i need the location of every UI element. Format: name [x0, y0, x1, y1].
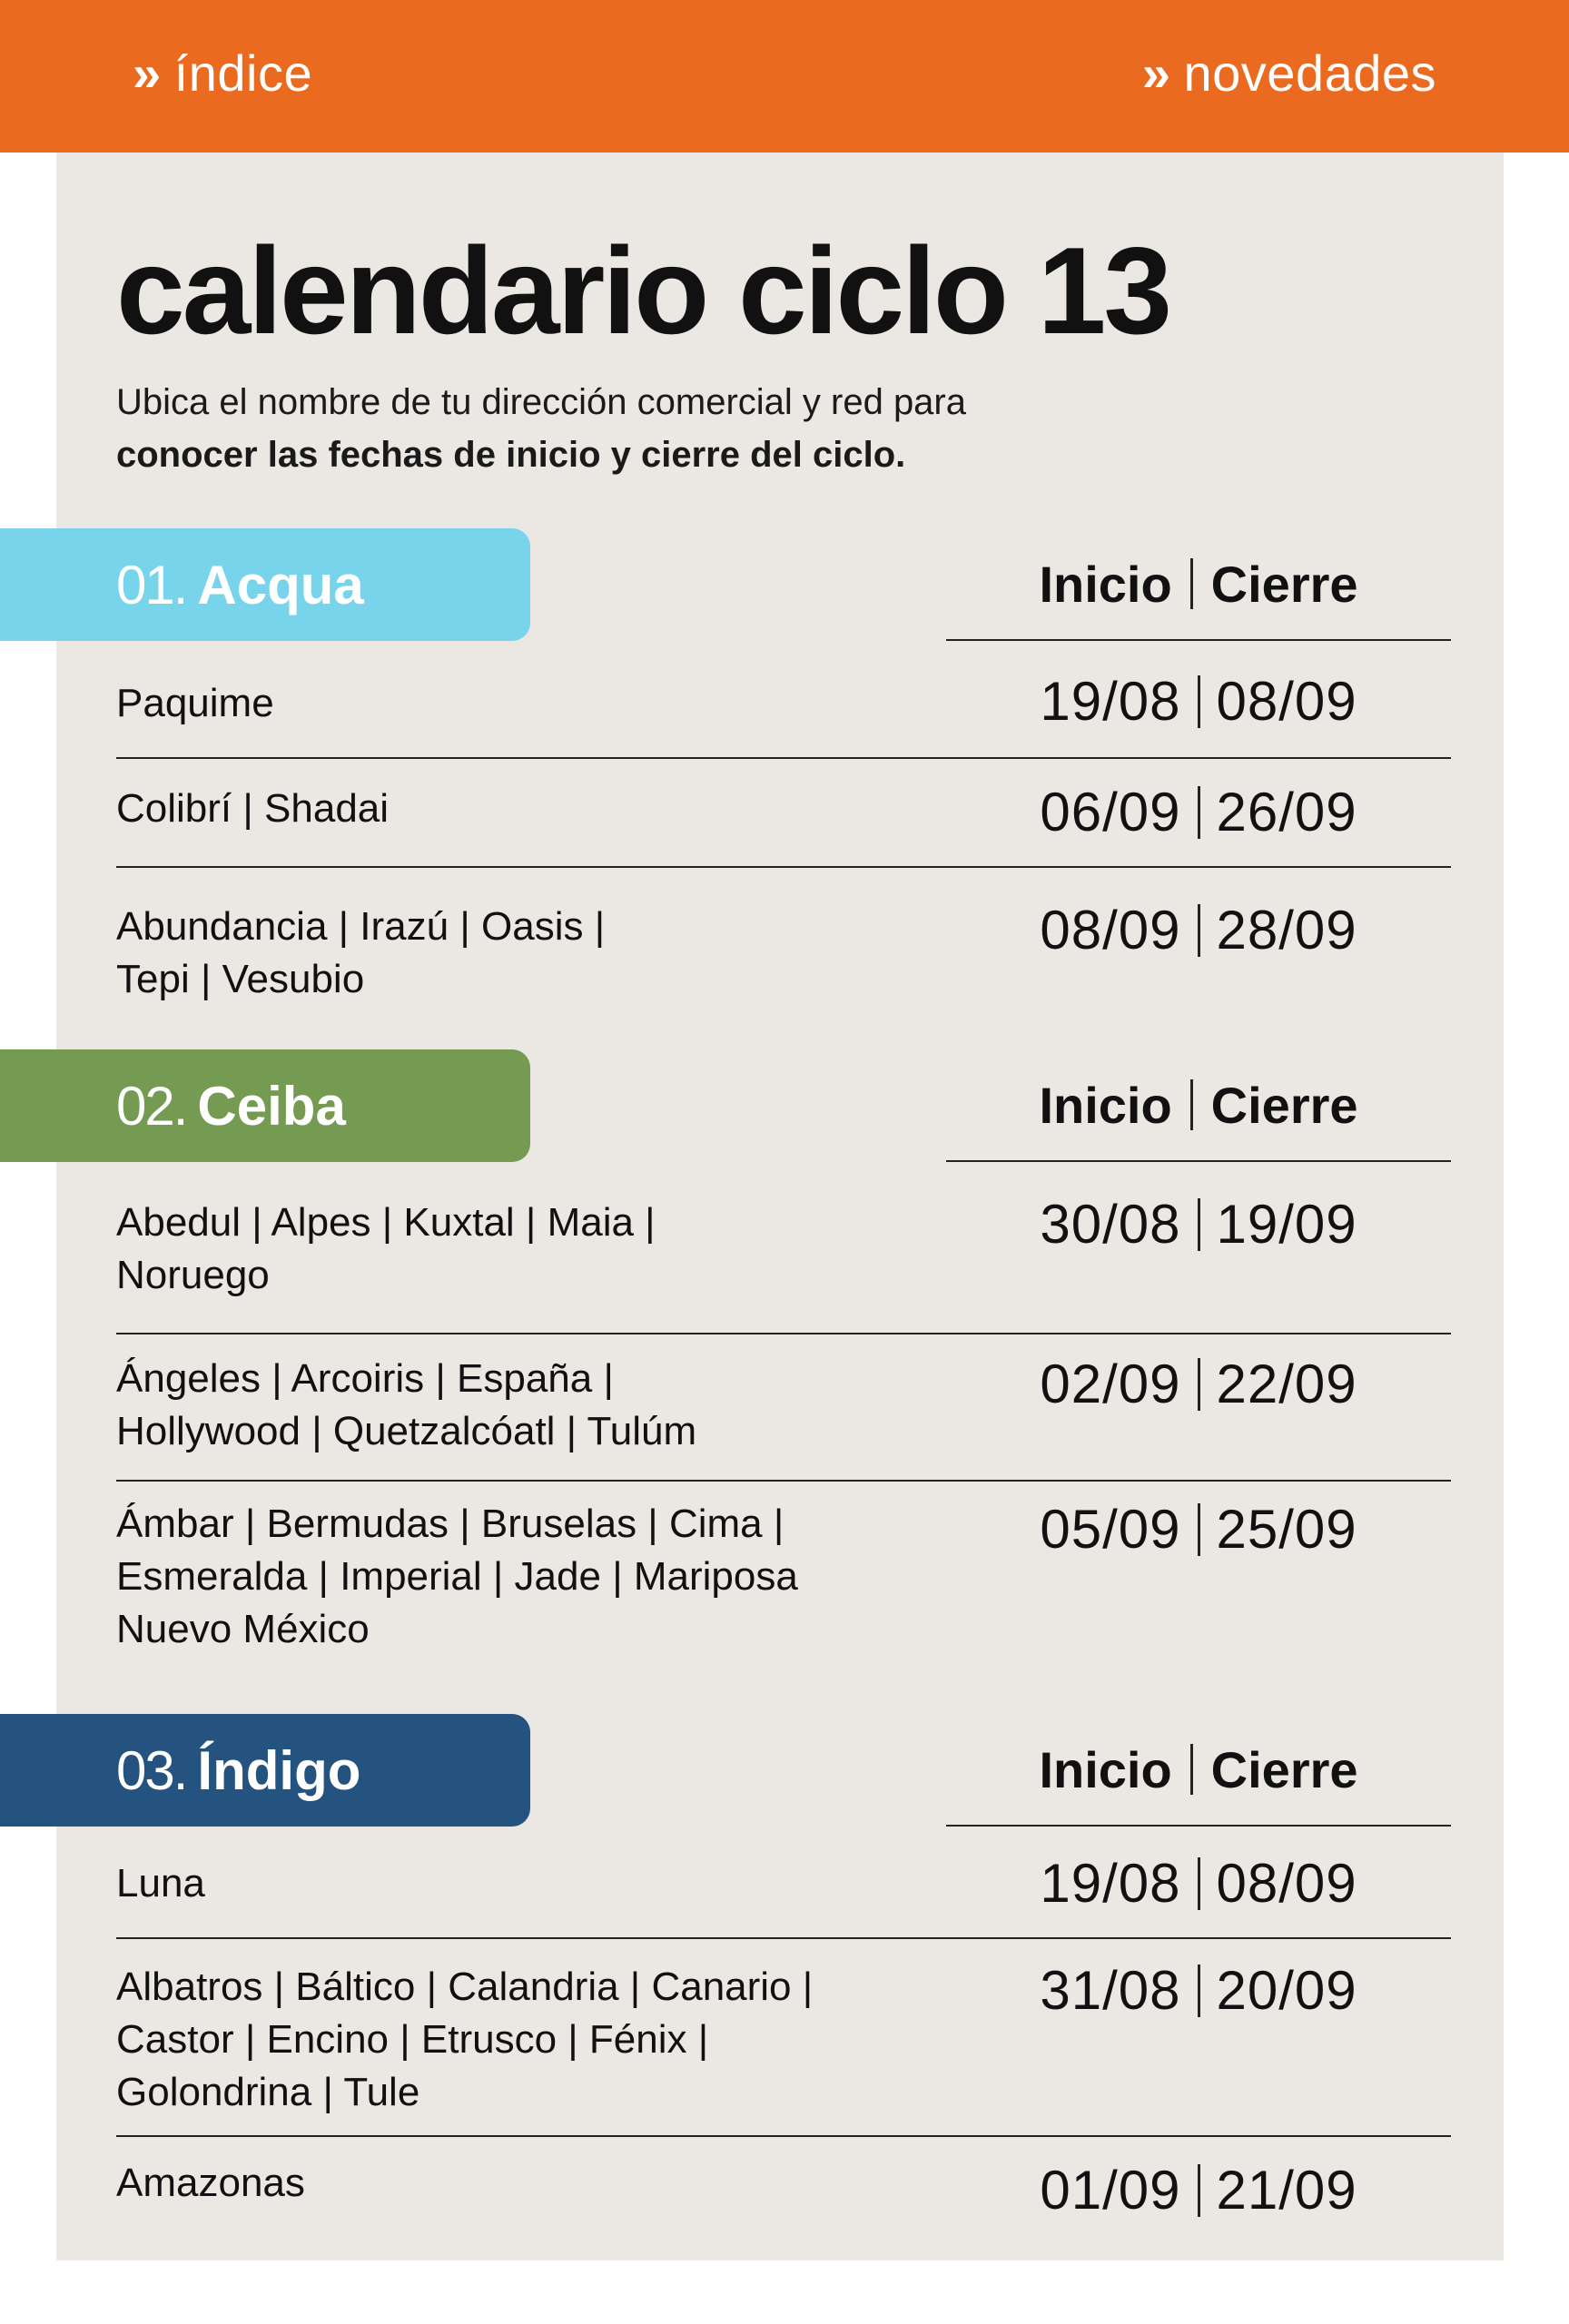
end-date: 26/09	[1216, 782, 1357, 842]
row-name-line: Golondrina | Tule	[116, 2070, 420, 2114]
section-tab-acqua	[0, 528, 530, 641]
intro-text	[116, 376, 1206, 481]
column-header	[946, 1049, 1451, 1162]
table-row	[116, 1482, 1451, 1663]
section-name: Índigo	[197, 1739, 361, 1801]
end-date: 19/09	[1216, 1194, 1357, 1255]
row-dates	[946, 781, 1451, 844]
start-date: 31/08	[1040, 1960, 1181, 2021]
row-dates	[946, 1959, 1451, 2023]
date-divider	[1198, 1503, 1200, 1556]
row-name-line: Tepi | Vesubio	[116, 957, 365, 1001]
row-dates	[946, 1193, 1451, 1256]
table-row	[116, 1827, 1451, 1939]
index-link-label: índice	[173, 44, 313, 102]
row-name-line: Ámbar | Bermudas | Bruselas | Cima |	[116, 1502, 784, 1546]
end-date: 20/09	[1216, 1960, 1357, 2021]
start-date: 19/08	[1040, 671, 1181, 732]
section-tab-indigo	[0, 1714, 530, 1827]
end-date: 25/09	[1216, 1499, 1357, 1560]
table-row	[116, 2137, 1451, 2237]
page-title: calendario ciclo 13	[116, 222, 1170, 359]
row-names	[116, 901, 933, 1006]
double-chevron-right-icon: »	[1141, 44, 1171, 102]
start-date: 08/09	[1040, 900, 1181, 960]
end-date: 21/09	[1216, 2160, 1357, 2221]
row-names	[116, 783, 933, 835]
row-name-line: Abundancia | Irazú | Oasis |	[116, 904, 606, 949]
section-name: Acqua	[197, 554, 364, 615]
row-dates	[946, 1852, 1451, 1915]
row-names	[116, 1857, 933, 1910]
index-link[interactable]	[133, 44, 312, 103]
row-name-line: Albatros | Báltico | Calandria | Canario |	[116, 1965, 814, 2009]
row-dates	[946, 899, 1451, 962]
row-dates	[946, 1498, 1451, 1561]
header-end: Cierre	[1210, 1076, 1358, 1134]
start-date: 06/09	[1040, 782, 1181, 842]
table-row	[116, 868, 1451, 1031]
end-date: 08/09	[1216, 671, 1357, 732]
double-chevron-right-icon: »	[133, 44, 162, 102]
start-date: 30/08	[1040, 1194, 1181, 1255]
end-date: 28/09	[1216, 900, 1357, 960]
start-date: 19/08	[1040, 1853, 1181, 1914]
start-date: 01/09	[1040, 2160, 1181, 2221]
start-date: 05/09	[1040, 1499, 1181, 1560]
row-name-line: Esmeralda | Imperial | Jade | Mariposa	[116, 1554, 798, 1599]
end-date: 08/09	[1216, 1853, 1357, 1914]
section-number: 03.	[116, 1739, 187, 1801]
row-name-line: Paquime	[116, 681, 274, 725]
date-divider	[1198, 904, 1200, 957]
header-start: Inicio	[1039, 555, 1172, 613]
start-date: 02/09	[1040, 1354, 1181, 1414]
column-header	[946, 528, 1451, 641]
header-start: Inicio	[1039, 1076, 1172, 1134]
date-divider	[1198, 675, 1200, 728]
column-divider	[1190, 1079, 1193, 1130]
date-divider	[1198, 786, 1200, 839]
row-names	[116, 1196, 933, 1302]
column-header	[946, 1714, 1451, 1827]
table-row	[116, 1334, 1451, 1482]
row-dates	[946, 670, 1451, 734]
header-start: Inicio	[1039, 1740, 1172, 1798]
date-divider	[1198, 1965, 1200, 2017]
intro-line: Ubica el nombre de tu dirección comercial y red para	[116, 382, 966, 422]
header-end: Cierre	[1210, 555, 1358, 613]
date-divider	[1198, 2164, 1200, 2217]
section-tab-ceiba	[0, 1049, 530, 1162]
section-number: 02.	[116, 1075, 187, 1137]
row-names	[116, 1353, 933, 1458]
news-link[interactable]	[1142, 44, 1436, 103]
row-name-line: Abedul | Alpes | Kuxtal | Maia |	[116, 1200, 656, 1245]
row-name-line: Noruego	[116, 1253, 270, 1297]
column-divider	[1190, 1744, 1193, 1795]
header-end: Cierre	[1210, 1740, 1358, 1798]
row-names	[116, 2157, 933, 2210]
end-date: 22/09	[1216, 1354, 1357, 1414]
row-name-line: Castor | Encino | Etrusco | Fénix |	[116, 2017, 709, 2062]
table-row	[116, 1939, 1451, 2137]
row-names	[116, 1498, 933, 1656]
row-name-line: Amazonas	[116, 2161, 305, 2205]
row-dates	[946, 2159, 1451, 2222]
table-row	[116, 641, 1451, 759]
row-names	[116, 677, 933, 730]
table-row	[116, 759, 1451, 868]
date-divider	[1198, 1857, 1200, 1910]
row-name-line: Hollywood | Quetzalcóatl | Tulúm	[116, 1409, 697, 1453]
row-name-line: Luna	[116, 1861, 205, 1905]
table-row	[116, 1162, 1451, 1334]
column-divider	[1190, 558, 1193, 609]
section-number: 01.	[116, 554, 187, 615]
row-name-line: Nuevo México	[116, 1607, 370, 1651]
date-divider	[1198, 1358, 1200, 1411]
row-name-line: Ángeles | Arcoiris | España |	[116, 1356, 614, 1401]
row-name-line: Colibrí | Shadai	[116, 786, 390, 831]
row-names	[116, 1961, 933, 2119]
date-divider	[1198, 1198, 1200, 1251]
row-dates	[946, 1353, 1451, 1416]
section-name: Ceiba	[197, 1075, 346, 1137]
news-link-label: novedades	[1183, 44, 1436, 102]
intro-line-bold: conocer las fechas de inicio y cierre del ciclo.	[116, 435, 906, 475]
top-nav-bar	[0, 0, 1569, 153]
